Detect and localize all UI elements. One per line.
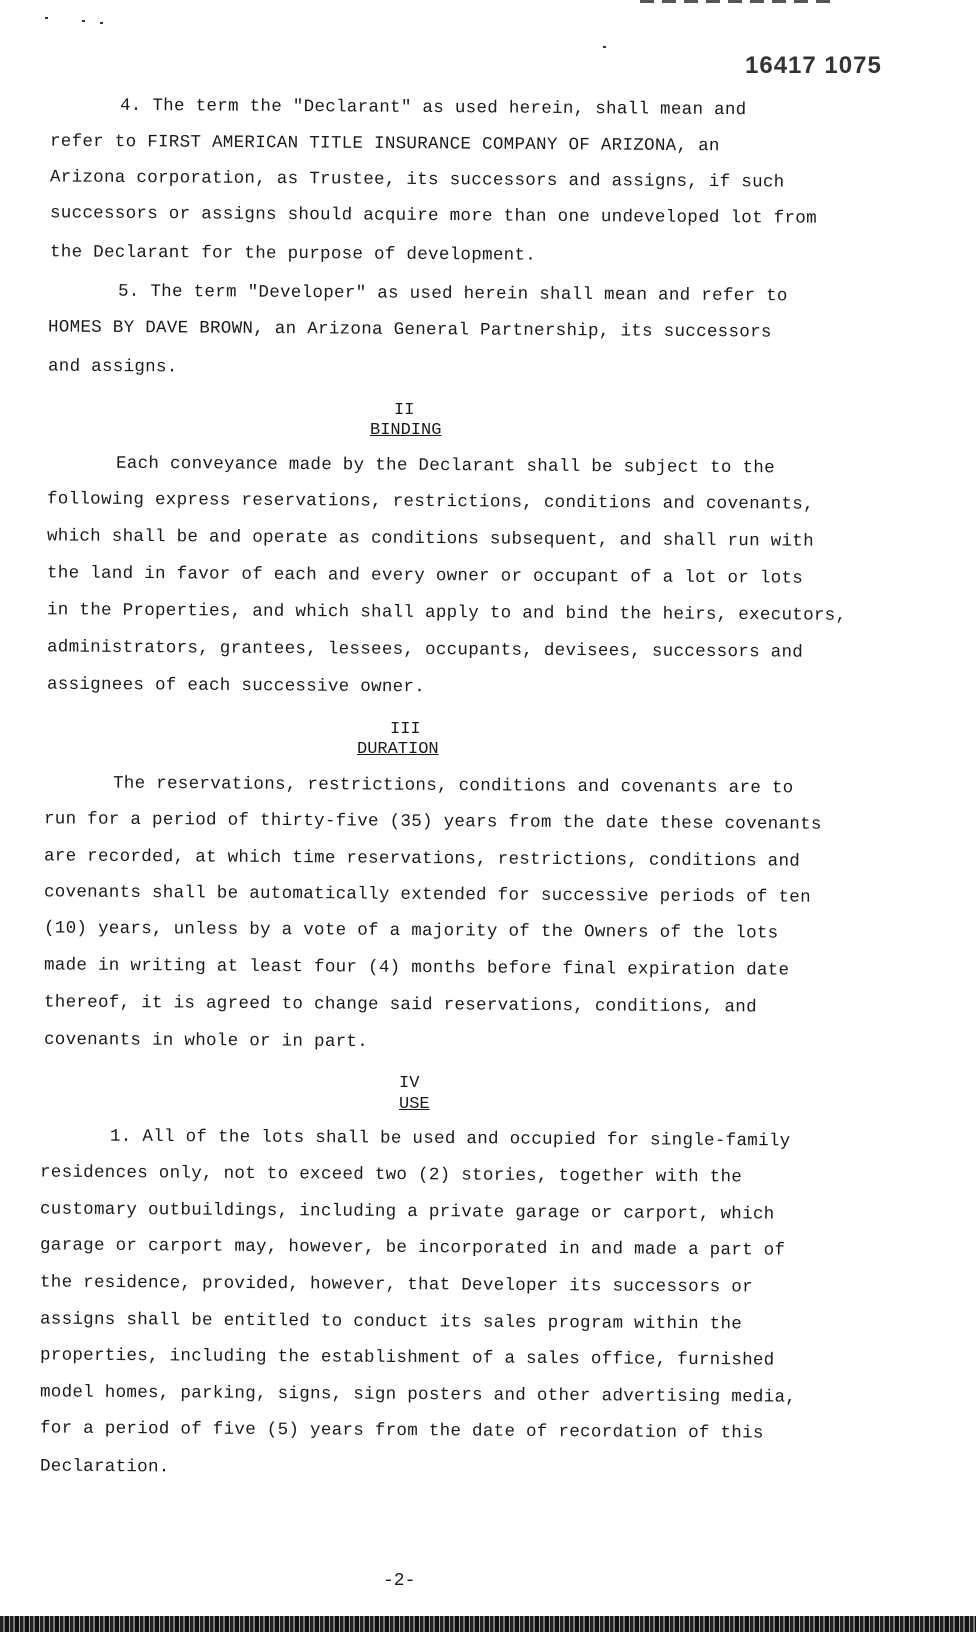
use-line-4: garage or carport may, however, be incorporated in and made a part of (39, 1235, 786, 1261)
use-line-10: Declaration. (39, 1456, 170, 1478)
binding-line-4: the land in favor of each and every owner or occupant of a lot or lots (46, 563, 804, 589)
binding-line-5: in the Properties, and which shall apply to and bind the heirs, executors, (46, 600, 847, 626)
page-number: -2- (383, 1571, 416, 1591)
paragraph-4-line-3: Arizona corporation, as Trustee, its successors and assigns, if such (49, 167, 785, 193)
binding-line-7: assignees of each successive owner. (46, 674, 426, 698)
section-numeral: II (394, 401, 415, 420)
duration-line-6: made in writing at least four (4) months before final expiration date (43, 955, 790, 981)
paragraph-5-line-2: HOMES BY DAVE BROWN, an Arizona General Partnership, its successors (47, 317, 772, 343)
section-numeral: III (390, 720, 421, 739)
duration-line-3: are recorded, at which time reservations, restrictions, conditions and (43, 846, 801, 872)
use-line-5: the residence, provided, however, that Developer its successors or (39, 1272, 753, 1298)
paragraph-4-line-4: successors or assigns should acquire more than one undeveloped lot from (49, 203, 817, 229)
use-line-1: 1. All of the lots shall be used and occupied for single-family (109, 1126, 791, 1152)
use-line-2: residences only, not to exceed two (2) stories, together with the (39, 1162, 743, 1188)
binding-line-2: following express reservations, restrictions, conditions and covenants, (46, 489, 814, 515)
scan-artifact-top (640, 0, 830, 3)
scan-artifact-bottom (0, 1616, 976, 1632)
use-line-6: assigns shall be entitled to conduct its sales program within the (39, 1309, 743, 1335)
duration-line-5: (10) years, unless by a vote of a majority of the Owners of the lots (43, 918, 779, 944)
binding-line-1: Each conveyance made by the Declarant shall be subject to the (115, 453, 775, 479)
duration-line-8: covenants in whole or in part. (43, 1029, 369, 1053)
section-title: DURATION (357, 740, 439, 759)
binding-line-3: which shall be and operate as conditions subsequent, and shall run with (46, 526, 814, 552)
use-line-8: model homes, parking, signs, sign posters and other advertising media, (39, 1382, 797, 1408)
section-numeral: IV (399, 1074, 420, 1093)
section-title: BINDING (370, 421, 442, 440)
paragraph-5-line-1: 5. The term "Developer" as used herein shall mean and refer to (117, 281, 788, 307)
duration-line-1: The reservations, restrictions, conditions and covenants are to (112, 773, 794, 799)
duration-line-4: covenants shall be automatically extended for successive periods of ten (43, 882, 811, 908)
paragraph-4-line-5: the Declarant for the purpose of development. (49, 242, 537, 266)
paragraph-5-line-3: and assigns. (47, 356, 178, 378)
paragraph-4-line-1: 4. The term the "Declarant" as used herein, shall mean and (119, 95, 747, 121)
use-line-3: customary outbuildings, including a private garage or carport, which (39, 1199, 775, 1225)
scan-speck (45, 17, 48, 19)
section-title: USE (399, 1095, 430, 1114)
paragraph-4-line-2: refer to FIRST AMERICAN TITLE INSURANCE COMPANY OF ARIZONA, an (49, 131, 720, 157)
scan-speck (82, 20, 85, 22)
scan-speck (100, 22, 103, 24)
duration-line-2: run for a period of thirty-five (35) years from the date these covenants (43, 809, 822, 835)
scan-speck (603, 46, 606, 48)
duration-line-7: thereof, it is agreed to change said reservations, conditions, and (43, 992, 757, 1018)
use-line-7: properties, including the establishment of a sales office, furnished (39, 1345, 775, 1371)
recording-number: 16417 1075 (745, 52, 882, 79)
binding-line-6: administrators, grantees, lessees, occupants, devisees, successors and (46, 637, 804, 663)
use-line-9: for a period of five (5) years from the date of recordation of this (39, 1418, 764, 1444)
